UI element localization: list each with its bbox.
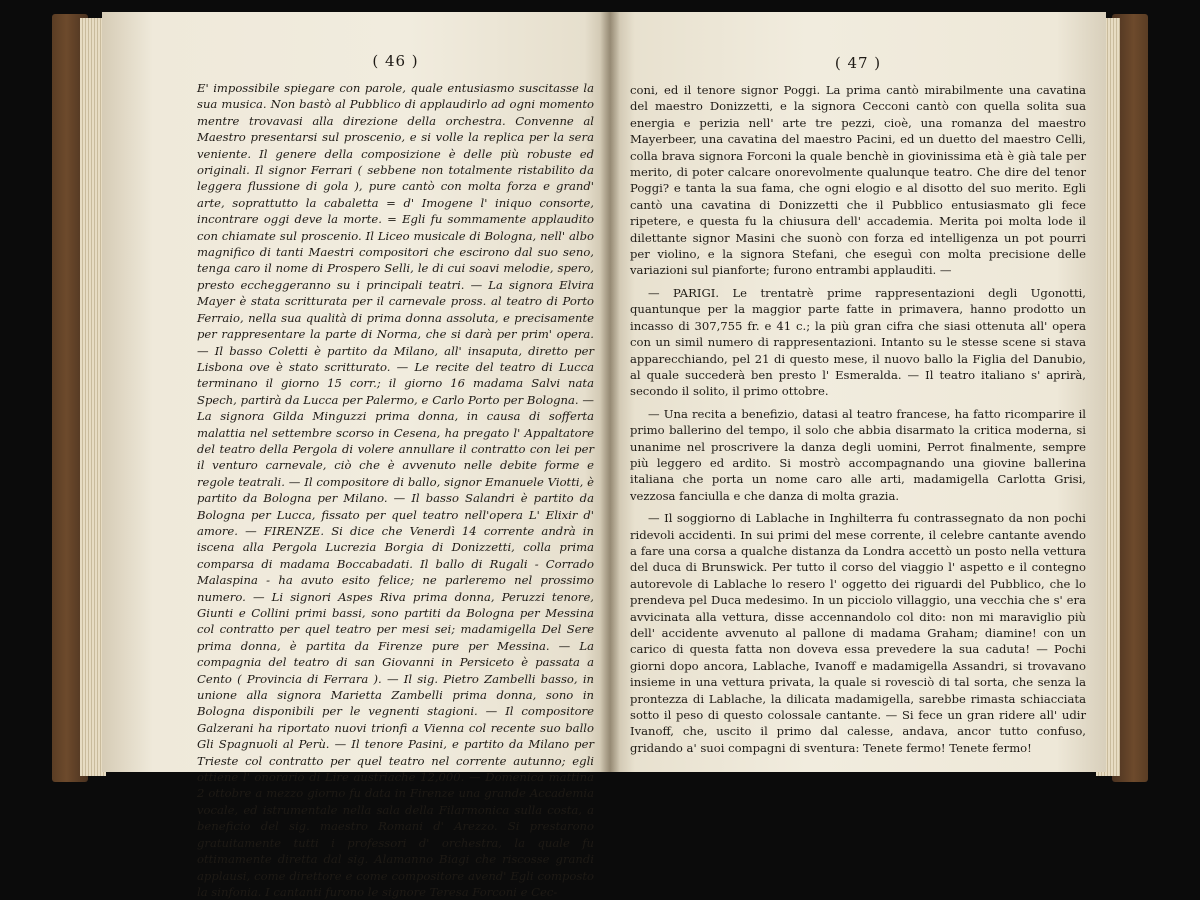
paragraph-perrot: — Una recita a benefizio, datasi al teatro francese, ha fatto ricomparire il primo ballerino del tempo, il solo che abbia disarmato la critica moderna, si unanime nel proscrivere la danza degli uomini, Perrot finalmente, sempre più leggero ed ardito. Si mostrò accompagnando una giovine ballerina italiana che porta un nome caro alle arti, madamigella Carlotta Grisi, vezzosa fanciulla e che danza di molta grazia. (630, 406, 1086, 503)
left-page (102, 12, 610, 899)
right-page (610, 12, 1106, 772)
right-page-body (630, 82, 1086, 756)
paragraph-concert: coni, ed il tenore signor Poggi. La prima cantò mirabilmente una cavatina del maestro Donizzetti, e la signora Cecconi cantò con quella solita sua energia e perizia nell' arte tre pezzi, cioè, una romanza del maestro Mayerbeer, una cavatina del maestro Pacini, ed un duetto del maestro Celli, colla brava signora Forconi la quale benchè in giovinissima età è già tale per merito, di poter calcare onorevolmente qualunque teatro. Che dire del tenor Poggi? e tanta la sua fama, che ogni elogio e al disotto del suo merito. Egli cantò una cavatina di Donizzetti che il Pubblico entusiasmato gli fece ripetere, e questa fu la chiusura dell' accademia. Merita poi molta lode il dilettante signor Masini che suonò con forza ed intelligenza un pot pourri per violino, e la signora Stefani, che eseguì con molta precisione delle variazioni sul pianforte; furono entrambi applauditi. — (630, 83, 1086, 278)
paragraph-parigi: — PARIGI. Le trentatrè prime rappresentazioni degli Ugonotti, quantunque per la maggior parte fatte in primavera, hanno prodotto un incasso di 307,755 fr. e 41 c.; la più gran cifra che siasi ottenuta all' opera con un simil numero di rappresentazioni. Intanto su le stesse scene si stava apparecchiando, pel 21 di questo mese, il nuovo ballo la Figlia del Danubio, al quale succederà ben presto l' Esmeralda. — Il teatro italiano s' aprirà, secondo il solito, il primo ottobre. (630, 285, 1086, 399)
page-number-47: ( 47 ) (834, 54, 882, 72)
book-gutter (600, 12, 620, 772)
left-page-body: E' impossibile spiegare con parole, quale entusiasmo suscitasse la sua musica. Non bastò al Pubblico di applaudirlo ad ogni momento mentre trovavasi alla direzione della orchestra. Convenne al Maestro presentarsi sul proscenio, e si volle la replica per la sera veniente. Il genere della composizione è delle più robuste ed originali. Il signor Ferrari ( sebbene non totalmente ristabilito da leggera flussione di gola ), pure cantò con molta forza e grand' arte, soprattutto la cabaletta = d' Imogene l' iniquo consorte, incontrare oggi deve la morte. = Egli fu sommamente applaudito con chiamate sul proscenio. Il Liceo musicale di Bologna, nell' albo magnifico di tanti Maestri compositori che escirono dal suo seno, tenga caro il nome di Prospero Selli, le di cui soavi melodie, spero, presto eccheggeranno su i principali teatri. — La signora Elvira Mayer è stata scritturata per il carnevale pross. al teatro di Porto Ferraio, nella sua qualità di prima donna assoluta, e precisamente per rappresentare la parte di Norma, che si darà per prim' opera. — Il basso Coletti è partito da Milano, all' insaputa, diretto per Lisbona ove è stato scritturato. — Le recite del teatro di Lucca terminano il giorno 15 corr.; il giorno 16 madama Salvi nata Spech, partirà da Lucca per Palermo, e Carlo Porto per Bologna. — La signora Gilda Minguzzi prima donna, in causa di sofferta malattia nel settembre scorso in Cesena, ha pregato l' Appaltatore del teatro della Pergola di volere annullare il contratto con lei per il venturo carnevale, ciò che è avvenuto nelle debite forme e regole teatrali. — Il compositore di ballo, signor Emanuele Viotti, è partito da Bologna per Milano. — Il basso Salandri è partito da Bologna per Lucca, fissato per quel teatro nell'opera L' Elixir d' amore. — FIRENZE. Si dice che Venerdì 14 corrente andrà in iscena alla Pergola Lucrezia Borgia di Donizzetti, colla prima comparsa di madama Boccabadati. Il ballo di Rugali - Corrado Malaspina - ha avuto esito felice; ne parleremo nel prossimo numero. — Li signori Aspes Riva prima donna, Peruzzi tenore, Giunti e Collini primi bassi, sono partiti da Bologna per Messina col contratto per quel teatro per mesi sei; madamigella Del Sere prima donna, è partita da Firenze pure per Messina. — La compagnia del teatro di san Giovanni in Persiceto è passata a Cento ( Provincia di Ferrara ). — Il sig. Pietro Zambelli basso, in unione alla signora Marietta Zambelli prima donna, sono in Bologna disponibili per le vegnenti stagioni. — Il compositore Galzerani ha riportato nuovi trionfi a Vienna col recente suo ballo Gli Spagnuoli al Perù. — Il tenore Pasini, e partito da Milano per Trieste col contratto per quel teatro nel corrente autunno; egli ottiene l' onorario di Lire austriache 12,000. — Domenica mattina 2 ottobre a mezzo giorno fu data in Firenze una grande Accademia vocale, ed istrumentale nella sala della Filarmonica sulla costa, a beneficio del sig. maestro Romani d' Arezzo. Si prestarono gratuitamente tutti i professori d' orchestra, la quale fu ottimamente diretta dal sig. Alamanno Biagi che riscosse grandi applausi, come direttore e come compositore avend' Egli composto la sinfonia. I cantanti furono le signore Teresa Forconi e Cec- (197, 81, 594, 899)
paragraph-lablache: — Il soggiorno di Lablache in Inghilterra fu contrassegnato da non pochi ridevoli accidenti. In sui primi del mese corrente, il celebre cantante avendo a fare una corsa a qualche distanza da Londra accettò un posto nella vettura del duca di Brunswick. Per tutto il corso del viaggio l' aspetto e il contegno autorevole di Lablache lo resero l' oggetto dei riguardi del Pubblico, che lo prendeva pel Duca medesimo. In un picciolo villaggio, una vecchia che s' era avvicinata alla vettura, disse accennandolo col dito: non mi maraviglio più dell' accidente avvenuto al pallone di madama Graham; diamine! con un carico di questa fatta non doveva essa prevedere la sua caduta! — Pochi giorni dopo ancora, Lablache, Ivanoff e madamigella Assandri, si trovavano insieme in una vettura privata, la quale si rovesciò di tal sorta, che senza la prontezza di Lablache, la dilicata madamigella, sarebbe rimasta schiacciata sotto il peso di questo colossale cantante. — Si fece un gran ridere all' udir Ivanoff, che, uscito il primo dal calesse, andava, ancor tutto confuso, gridando a' suoi compagni di sventura: Tenete fermo! Tenete fermo! (630, 511, 1086, 755)
page-number-46: ( 46 ) (372, 52, 419, 70)
